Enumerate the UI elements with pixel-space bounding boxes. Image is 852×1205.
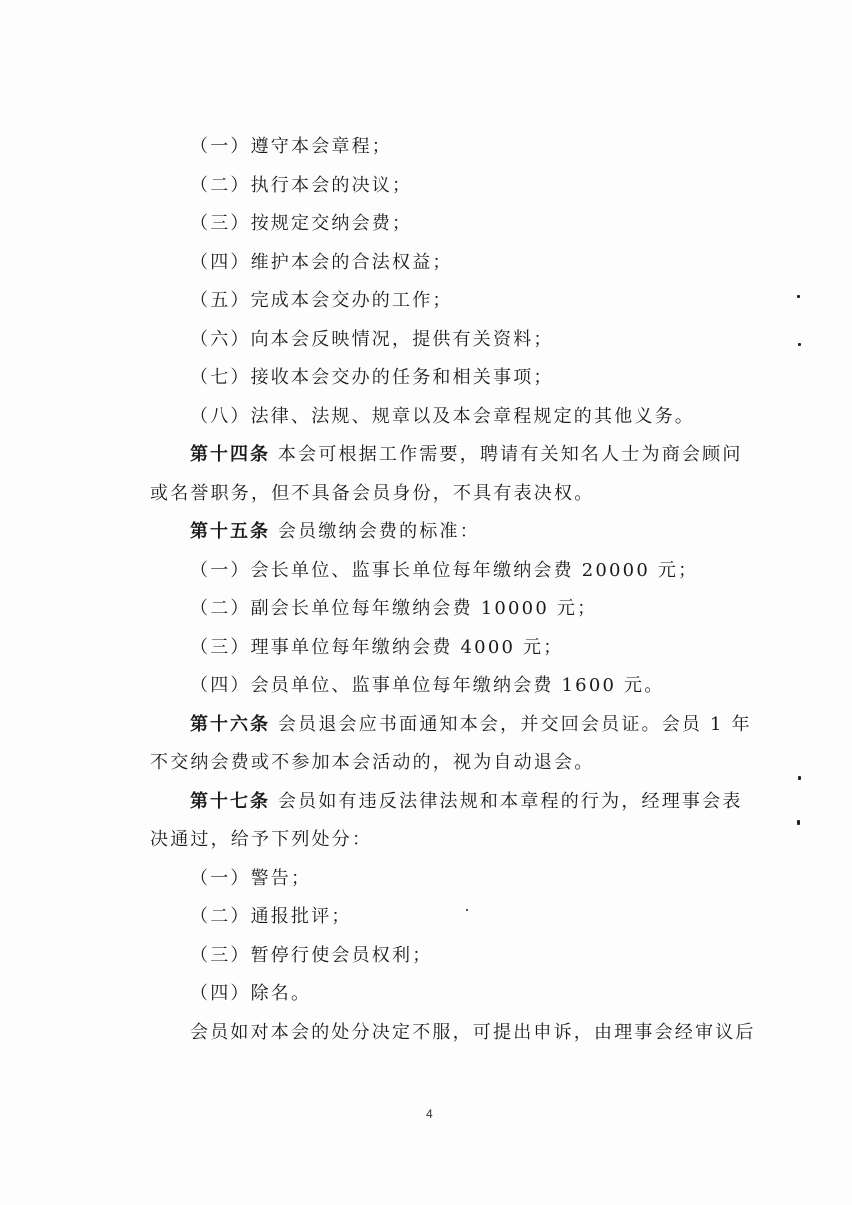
appeal-line: 会员如对本会的处分决定不服，可提出申诉，由理事会经审议后 [190,1021,756,1043]
page-content [150,128,756,1052]
article-14-line-2: 或名誉职务，但不具备会员身份，不具有表决权。 [150,482,595,504]
article-17-line-1 [150,783,743,822]
article-17-line-2: 决通过，给予下列处分： [150,829,373,850]
page-number: 4 [426,1107,433,1121]
article-15-text: 会员缴纳会费的标准： [277,521,480,542]
scan-speck [798,776,801,780]
fee-item-4: （四）会员单位、监事单位每年缴纳会费 1600 元。 [190,675,665,696]
article-16-text-1: 会员退会应书面通知本会，并交回会员证。会员 1 年 [277,713,752,735]
scan-speck [797,295,800,298]
article-16-label: 第十六条 [190,713,270,735]
obligation-item-4: （四）维护本会的合法权益； [190,251,453,273]
article-17-label: 第十七条 [190,790,270,812]
scan-speck [466,909,468,911]
obligation-item-2: （二）执行本会的决议； [190,174,413,196]
penalty-item-1: （一）警告； [190,867,312,889]
penalty-item-3: （三）暂停行使会员权利； [190,944,433,966]
article-14-line-1 [150,436,743,475]
article-14-text-1: 本会可根据工作需要，聘请有关知名人士为商会顾问 [277,444,743,465]
obligation-item-7: （七）接收本会交办的任务和相关事项； [190,367,554,388]
obligation-item-3: （三）按规定交纳会费； [190,213,413,234]
article-17-text-1: 会员如有违反法律法规和本章程的行为，经理事会表 [277,790,743,812]
obligation-item-5: （五）完成本会交办的工作； [190,290,453,311]
article-15-line-1 [150,513,720,552]
obligation-item-1: （一）遵守本会章程； [190,136,392,157]
scan-speck [797,820,800,825]
scan-speck [798,343,801,346]
penalty-item-2: （二）通报批评； [190,906,352,927]
fee-item-3: （三）理事单位每年缴纳会费 4000 元； [190,636,564,658]
article-14-label: 第十四条 [190,444,270,465]
obligation-item-6: （六）向本会反映情况，提供有关资料； [190,328,554,350]
fee-item-2: （二）副会长单位每年缴纳会费 10000 元； [190,598,598,619]
penalty-item-4: （四）除名。 [190,983,312,1004]
article-15-label: 第十五条 [190,521,270,542]
article-16-line-1 [150,706,752,745]
obligation-item-8: （八）法律、法规、规章以及本会章程规定的其他义务。 [190,405,695,427]
article-16-line-2: 不交纳会费或不参加本会活动的，视为自动退会。 [150,752,595,773]
fee-item-1: （一）会长单位、监事长单位每年缴纳会费 20000 元； [190,559,699,581]
